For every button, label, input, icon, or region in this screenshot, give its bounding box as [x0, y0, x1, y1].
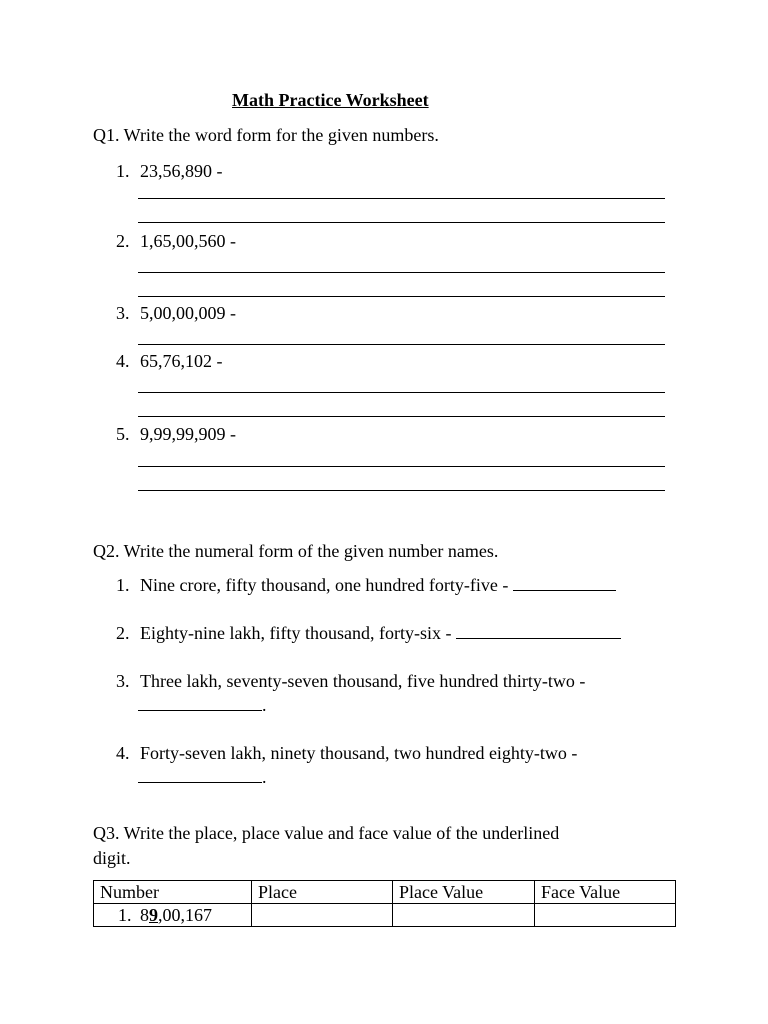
item-number: 1.: [116, 161, 130, 181]
item-number: 3.: [116, 303, 130, 323]
answer-line[interactable]: [138, 416, 665, 417]
page-title: Math Practice Worksheet: [232, 90, 429, 110]
q2-item-1: [116, 574, 616, 596]
q1-item-5: [116, 423, 236, 445]
answer-blank[interactable]: [138, 766, 262, 783]
q2-item-3: [116, 670, 585, 692]
item-number: 4.: [116, 743, 130, 763]
cell-place[interactable]: [252, 904, 393, 927]
answer-line[interactable]: [138, 272, 665, 273]
blank-tail: .: [262, 767, 267, 787]
q2-item-4-continuation: [138, 766, 267, 788]
answer-line[interactable]: [138, 222, 665, 223]
underlined-digit: 9: [149, 905, 158, 925]
item-text: Three lakh, seventy-seven thousand, five hundred thirty-two -: [140, 671, 586, 691]
item-text: 65,76,102 -: [140, 351, 223, 371]
q2-prompt: Q2. Write the numeral form of the given number names.: [93, 541, 499, 561]
blank-tail: .: [262, 695, 267, 715]
answer-line[interactable]: [138, 466, 665, 467]
place-value-table: [93, 880, 676, 927]
item-text: 1,65,00,560 -: [140, 231, 236, 251]
item-text: Forty-seven lakh, ninety thousand, two hundred eighty-two -: [140, 743, 578, 763]
answer-blank[interactable]: [513, 574, 616, 591]
item-text: Nine crore, fifty thousand, one hundred forty-five -: [140, 575, 509, 595]
answer-line[interactable]: [138, 392, 665, 393]
cell-place-value[interactable]: [393, 904, 535, 927]
q1-item-1: [116, 160, 223, 182]
q1-item-2: [116, 230, 236, 252]
answer-blank[interactable]: [138, 694, 262, 711]
item-number: 4.: [116, 351, 130, 371]
item-number: 1.: [116, 575, 130, 595]
table-row: [94, 904, 676, 927]
cell-face-value[interactable]: [535, 904, 676, 927]
item-text: 5,00,00,009 -: [140, 303, 236, 323]
header-place-value: Place Value: [393, 881, 535, 904]
answer-line[interactable]: [138, 344, 665, 345]
answer-line[interactable]: [138, 490, 665, 491]
table-header-row: [94, 881, 676, 904]
q3-prompt-line-2: digit.: [93, 848, 131, 868]
item-number: 3.: [116, 671, 130, 691]
item-number: 5.: [116, 424, 130, 444]
item-text: 9,99,99,909 -: [140, 424, 236, 444]
row-number: 1.: [118, 905, 132, 925]
q1-item-3: [116, 302, 236, 324]
header-face-value: Face Value: [535, 881, 676, 904]
answer-line[interactable]: [138, 198, 665, 199]
header-number: Number: [94, 881, 252, 904]
item-number: 2.: [116, 231, 130, 251]
item-text: Eighty-nine lakh, fifty thousand, forty-six -: [140, 623, 452, 643]
q2-item-2: [116, 622, 621, 644]
item-text: 23,56,890 -: [140, 161, 223, 181]
item-number: 2.: [116, 623, 130, 643]
q1-item-4: [116, 350, 223, 372]
header-place: Place: [252, 881, 393, 904]
cell-number: [94, 904, 252, 927]
q2-item-3-continuation: [138, 694, 267, 716]
answer-line[interactable]: [138, 296, 665, 297]
q2-item-4: [116, 742, 577, 764]
answer-blank[interactable]: [456, 622, 621, 639]
number-value: 89,00,167: [140, 905, 212, 925]
q3-prompt-line-1: Q3. Write the place, place value and face value of the underlined: [93, 823, 560, 843]
q1-prompt: Q1. Write the word form for the given numbers.: [93, 125, 439, 145]
